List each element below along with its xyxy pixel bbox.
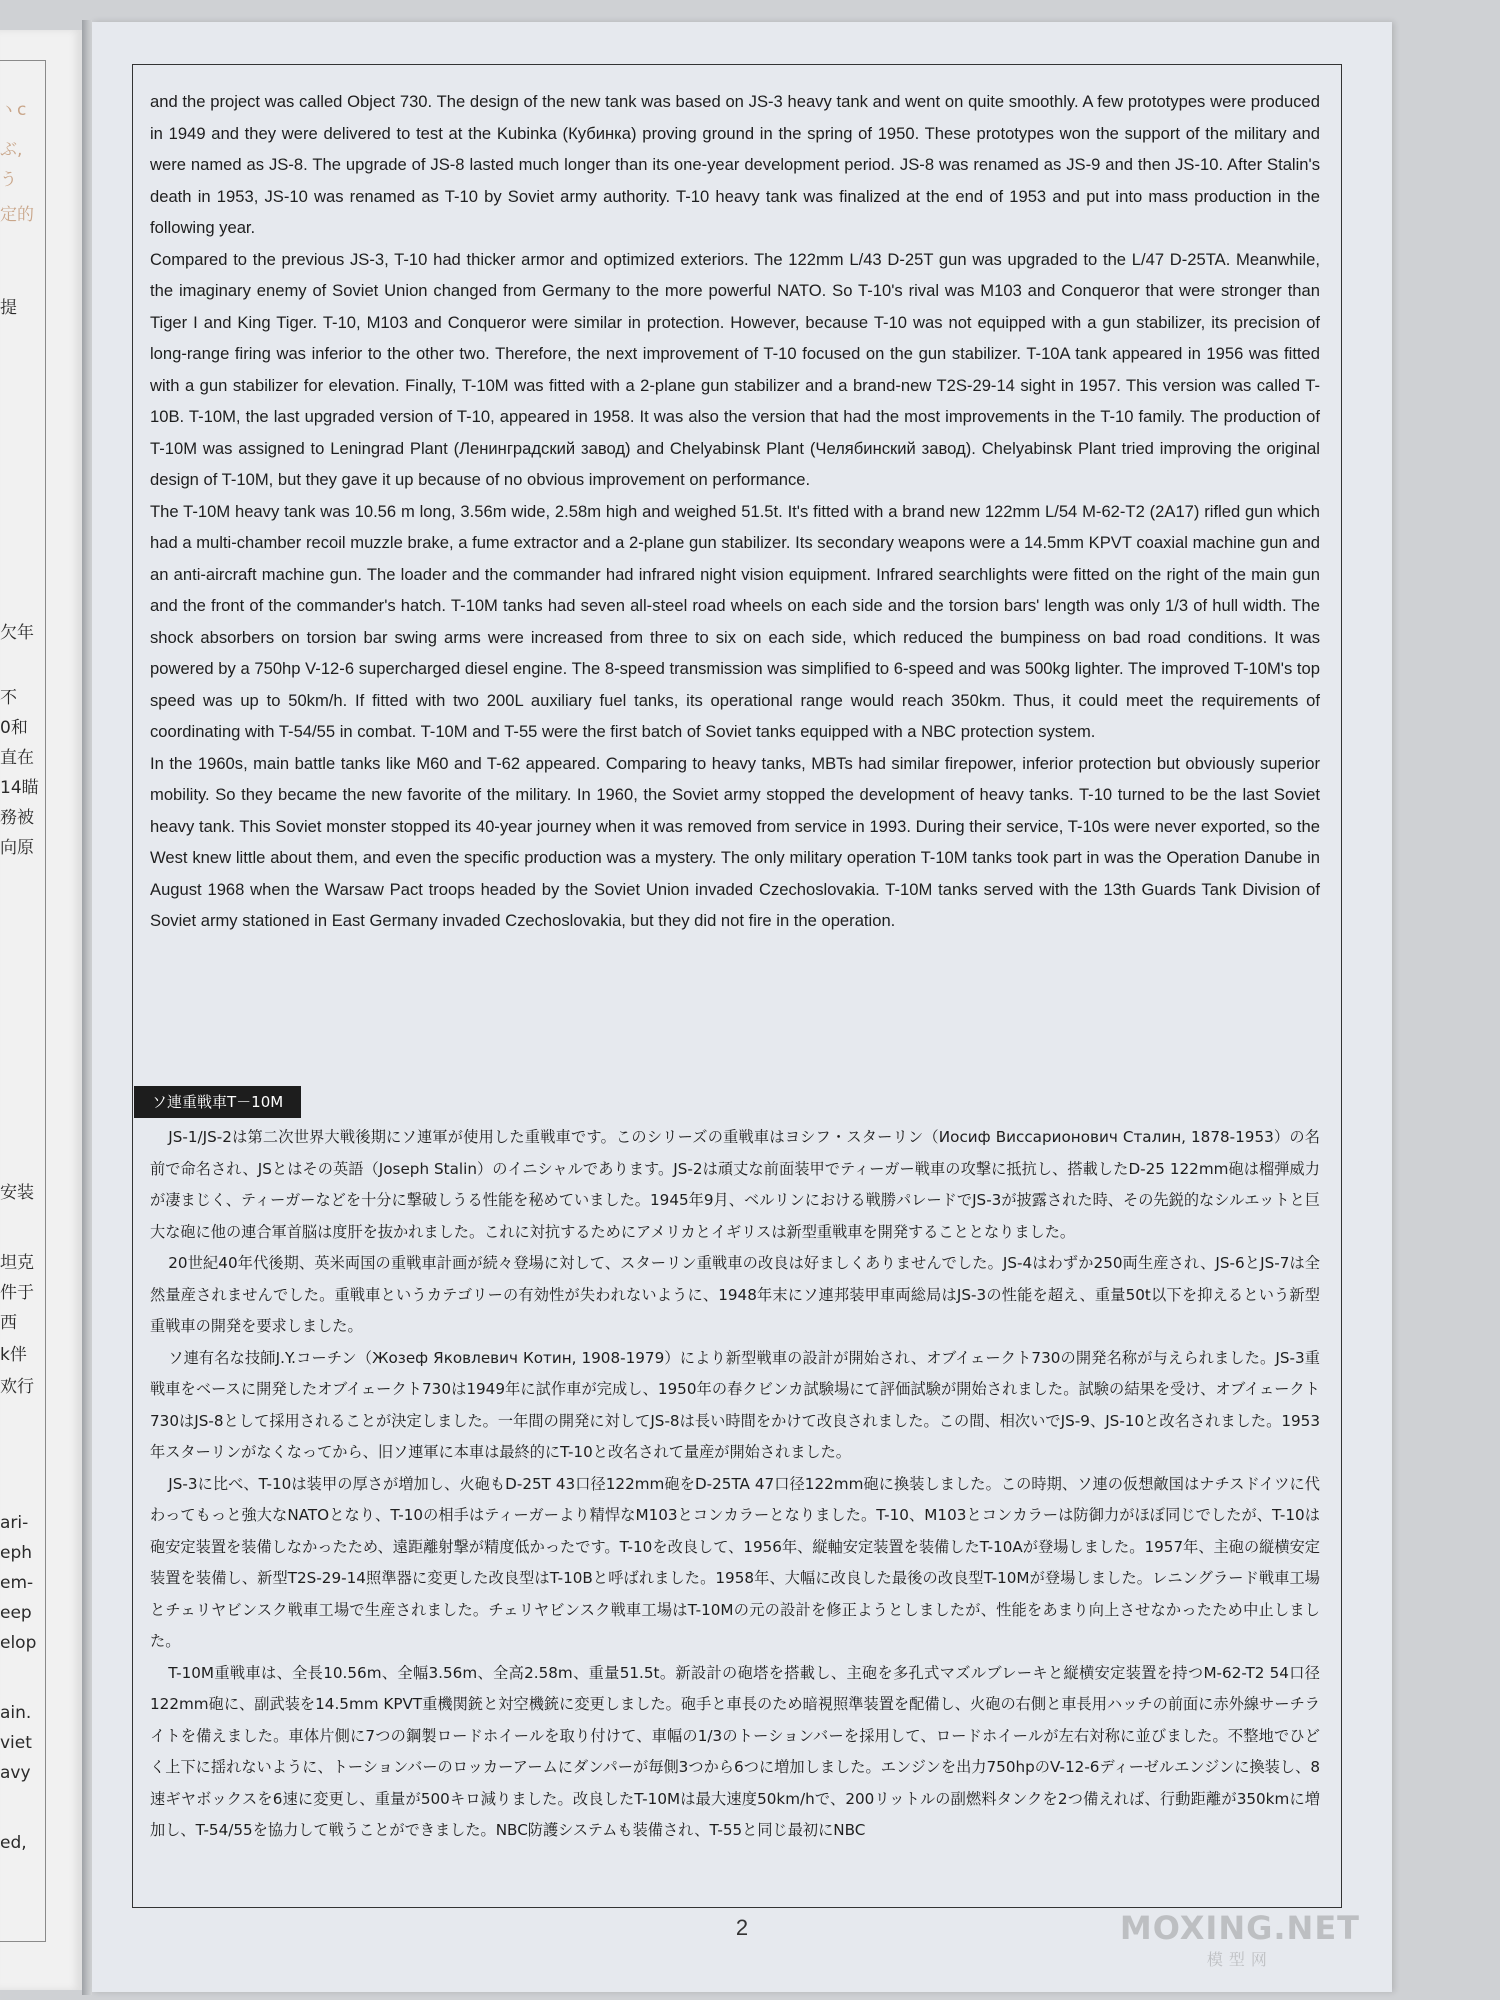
japanese-text-block (150, 1122, 1320, 1847)
left-page-fragment: 定的 (0, 205, 34, 225)
document-page (92, 22, 1392, 1992)
left-page-fragment: 欢行 (0, 1377, 34, 1397)
left-page-fragment: 安装 (0, 1183, 34, 1203)
left-page-fragment: ヽc (0, 100, 27, 120)
left-page-fragment: 不 (0, 688, 17, 708)
left-page-frame (0, 60, 46, 1942)
english-paragraph: and the project was called Object 730. The design of the new tank was based on JS-3 heavy tank and went on quite smoothly. A few prototypes were produced in 1949 and they were delivered to test at the Kubinka (Кубинка) proving ground in the spring of 1950. These prototypes won the support of the military and were named as JS-8. The upgrade of JS-8 lasted much longer than its one-year development period. JS-8 was renamed as JS-9 and then JS-10. After Stalin's death in 1953, JS-10 was renamed as T-10 by Soviet army authority. T-10 heavy tank was finalized at the end of 1953 and put into mass production in the following year. (150, 92, 1320, 237)
left-page-fragment: eph (0, 1543, 33, 1563)
left-page-fragment: k伴 (0, 1345, 27, 1365)
japanese-paragraph: JS-3に比べ、T-10は装甲の厚さが増加し、火砲もD-25T 43口径122mm砲をD-25TA 47口径122mm砲に換装しました。この時期、ソ連の仮想敵国はナチスドイツに代わってもっと強大なNATOとなり、T-10の相手はティーガーより精悍なM103とコンカラーとなりました。T-10、M103とコンカラーは防御力がほぼ同じでしたが、T-10は砲安定装置を装備しなかったため、遠距離射撃が精度低かったです。T-10を改良して、1956年、縦軸安定装置を装備したT-10Aが登場しました。1957年、主砲の縦横安定装置を装備し、新型T2S-29-14照準器に変更した改良型はT-10Bと呼ばれました。1958年、大幅に改良した最後の改良型T-10Mが登場しました。レニングラード戦車工場とチェリヤビンスク戦車工場で生産されました。チェリヤビンスク戦車工場はT-10Mの元の設計を修正ようとしましたが、性能をあまり向上させなかったため中止しました。 (150, 1474, 1320, 1650)
page-number: 2 (735, 1915, 749, 1940)
english-paragraph: Compared to the previous JS-3, T-10 had thicker armor and optimized exteriors. The 122mm L/43 D-25T gun was upgraded to the L/47 D-25TA. Meanwhile, the imaginary enemy of Soviet Union changed from Germany to the more powerful NATO. So T-10's rival was M103 and Conqueror that were stronger than Tiger I and King Tiger. T-10, M103 and Conqueror were similar in protection. However, because T-10 was not equipped with a gun stabilizer, its precision of long-range firing was inferior to the other two. Therefore, the next improvement of T-10 focused on the gun stabilizer. T-10A tank appeared in 1956 was fitted with a gun stabilizer for elevation. Finally, T-10M was fitted with a 2-plane gun stabilizer and a brand-new T2S-29-14 sight in 1957. This version was called T-10B. T-10M, the last upgraded version of T-10, appeared in 1958. It was also the version that had the most improvements in the T-10 family. The production of T-10M was assigned to Leningrad Plant (Ленинградский завод) and Chelyabinsk Plant (Челябинский завод). Chelyabinsk Plant tried improving the original design of T-10M, but they gave it up because of no obvious improvement on performance. (150, 249, 1320, 489)
left-page-fragment: 直在 (0, 748, 34, 768)
left-page-edge (0, 30, 84, 1990)
left-page-fragment: avy (0, 1763, 31, 1783)
left-page-fragment: viet (0, 1733, 32, 1753)
english-text-block (150, 86, 1320, 937)
left-page-fragment: ed, (0, 1833, 27, 1853)
left-page-fragment: eep (0, 1603, 32, 1623)
watermark (1120, 1909, 1360, 1970)
left-page-fragment: 坦克 (0, 1253, 34, 1273)
english-paragraph: The T-10M heavy tank was 10.56 m long, 3.56m wide, 2.58m high and weighed 51.5t. It's fitted with a brand new 122mm L/54 M-62-T2 (2A17) rifled gun which had a multi-chamber recoil muzzle brake, a fume extractor and a 2-plane gun stabilizer. Its secondary weapons were a 14.5mm KPVT coaxial machine gun and an anti-aircraft machine gun. The loader and the commander had infrared night vision equipment. Infrared searchlights were fitted on the right of the main gun and the front of the commander's hatch. T-10M tanks had seven all-steel road wheels on each side and the torsion bars' length was only 1/3 of hull width. The shock absorbers on torsion bar swing arms were increased from three to six on each side, which reduced the bumpiness on bad road conditions. It was powered by a 750hp V-12-6 supercharged diesel engine. The 8-speed transmission was simplified to 6-speed and was 500kg lighter. The improved T-10M's top speed was up to 50km/h. If fitted with two 200L auxiliary fuel tanks, its operational range would reach 350km. Thus, it could meet the requirements of coordinating with T-54/55 in combat. T-10M and T-55 were the first batch of Soviet tanks equipped with a NBC protection system. (150, 501, 1320, 741)
japanese-paragraph: T-10M重戦車は、全長10.56m、全幅3.56m、全高2.58m、重量51.5t。新設計の砲塔を搭載し、主砲を多孔式マズルブレーキと縦横安定装置を持つM-62-T2 54口径122mm砲に、副武装を14.5mm KPVT重機関銃と対空機銃に変更しました。砲手と車長のため暗視照準装置を配備し、火砲の右側と車長用ハッチの前面に赤外線サーチライトを備えました。車体片側に7つの鋼製ロードホイールを取り付けて、車幅の1/3のトーションバーを採用して、ロードホイールが左右対称に並びました。不整地でひどく上下に揺れないように、トーションバーのロッカーアームにダンパーが毎側3つから6つに増加しました。エンジンを出力750hpのV-12-6ディーゼルエンジンに換装し、8速ギヤボックスを6速に変更し、重量が500キロ減りました。改良したT-10Mは最大速度50km/hで、200リットルの副燃料タンクを2つ備えれば、行動距離が350kmに増加し、T-54/55を協力して戦うことができました。NBC防護システムも装備され、T-55と同じ最初にNBC (150, 1663, 1320, 1839)
left-page-fragment: ain. (0, 1703, 32, 1723)
left-page-fragment: ari- (0, 1513, 29, 1533)
left-page-fragment: 欠年 (0, 623, 34, 643)
japanese-paragraph: ソ連有名な技師J.Y.コーチン（Жозеф Яковлевич Котин, 1908-1979）により新型戦車の設計が開始され、オブイェークト730の開発名称が与えられました。JS-3重戦車をベースに開発したオブイェークト730は1949年に試作車が完成し、1950年の春クビンカ試験場にて評価試験が開始されました。試験の結果を受け、オブイェークト730はJS-8として採用されることが決定しました。一年間の開発に対してJS-8は長い時間をかけて改良されました。この間、相次いでJS-9、JS-10と改名されました。1953年スターリンがなくなってから、旧ソ連軍に本車は最終的にT-10と改名されて量産が開始されました。 (150, 1348, 1320, 1461)
japanese-section-title: ソ連重戦車T－10M (134, 1086, 301, 1118)
booklet-spine (82, 20, 92, 1995)
left-page-fragment: elop (0, 1633, 37, 1653)
left-page-fragment: 件于 (0, 1283, 34, 1303)
left-page-fragment: em- (0, 1573, 34, 1593)
left-page-fragment: 14瞄 (0, 778, 39, 798)
watermark-main: MOXING.NET (1119, 1909, 1360, 1947)
english-paragraph: In the 1960s, main battle tanks like M60 and T-62 appeared. Comparing to heavy tanks, MBTs had similar firepower, inferior protection but obviously superior mobility. So they became the new favorite of the military. In 1960, the Soviet army stopped the development of heavy tanks. T-10 turned to be the last Soviet heavy tank. This Soviet monster stopped its 40-year journey when it was removed from service in 1993. During their service, T-10s were never exported, so the West knew little about them, and even the specific production was a mystery. The only military operation T-10M tanks took part in was the Operation Danube in August 1968 when the Warsaw Pact troops headed by the Soviet Union invaded Czechoslovakia. T-10M tanks served with the 13th Guards Tank Division of Soviet army stationed in East Germany invaded Czechoslovakia, but they did not fire in the operation. (150, 753, 1320, 930)
left-page-fragment: 西 (0, 1313, 17, 1333)
left-page-fragment: 務被 (0, 808, 34, 828)
left-page-fragment: 向原 (0, 838, 34, 858)
left-page-fragment: 0和 (0, 718, 28, 738)
left-page-fragment: う (0, 170, 17, 190)
left-page-fragment: ぶ, (0, 140, 23, 160)
left-page-fragment: 提 (0, 298, 17, 318)
japanese-paragraph: JS-1/JS-2は第二次世界大戦後期にソ連軍が使用した重戦車です。このシリーズの重戦車はヨシフ・スターリン（Иосиф Виссарионович Сталин, 1878-1953）の名前で命名され、JSとはその英語（Joseph Stalin）のイニシャルであります。JS-2は頑丈な前面装甲でティーガー戦車の攻撃に抵抗し、搭載したD-25 122mm砲は榴弾威力が凄まじく、ティーガーなどを十分に撃破しうる性能を秘めていました。1945年9月、ベルリンにおける戦勝パレードでJS-3が披露された時、その先鋭的なシルエットと巨大な砲に他の連合軍首脳は度肝を抜かれました。これに対抗するためにアメリカとイギリスは新型重戦車を開発することとなりました。 (150, 1128, 1320, 1241)
watermark-sub: 模型网 (1206, 1950, 1273, 1969)
japanese-paragraph: 20世紀40年代後期、英米両国の重戦車計画が続々登場に対して、スターリン重戦車の改良は好ましくありませんでした。JS-4はわずか250両生産され、JS-6とJS-7は全然量産されませんでした。重戦車というカテゴリーの有効性が失われないように、1948年末にソ連邦装甲車両総局はJS-3の性能を超え、重量50t以下を抑えるという新型重戦車の開発を要求しました。 (150, 1254, 1320, 1335)
